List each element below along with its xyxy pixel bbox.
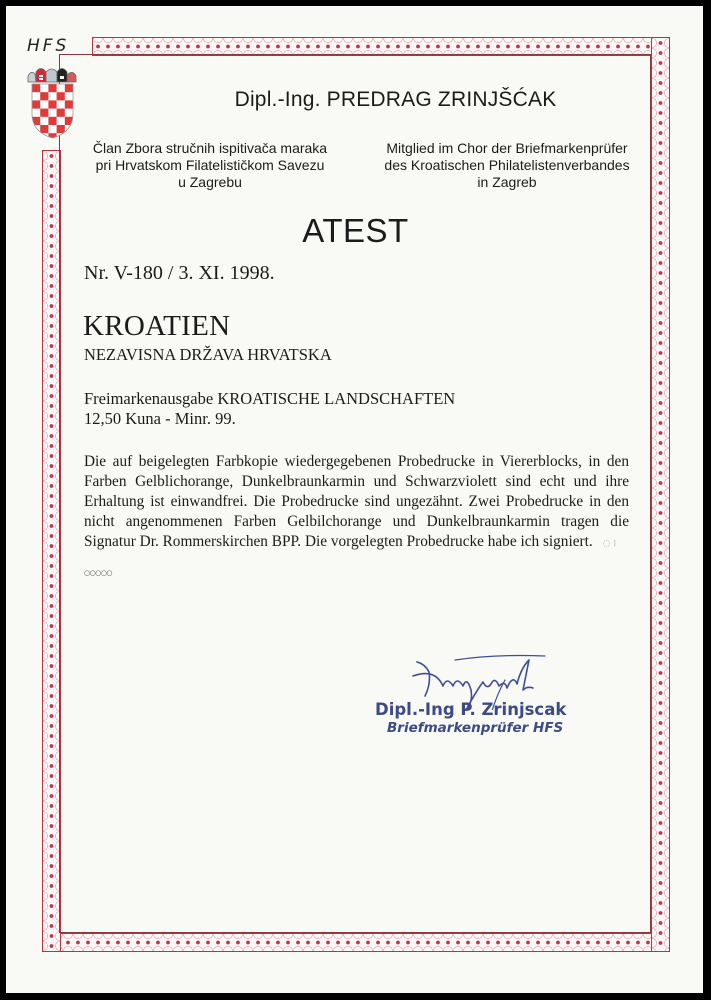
german-affiliation (362, 140, 652, 191)
german-affiliation-line: Mitglied im Chor der Briefmarkenprüfer (386, 140, 628, 156)
german-affiliation-line: in Zagreb (477, 174, 537, 190)
stamp-name: Dipl.-Ing P. Zrinjscak (375, 700, 567, 719)
certificate-body (84, 452, 629, 554)
frame-top (92, 37, 670, 56)
country-heading: KROATIEN (83, 310, 231, 342)
frame-bottom (42, 933, 670, 952)
seal-mark-icon: ◌ ⁞ (602, 539, 617, 549)
certificate-number: Nr. V-180 / 3. XI. 1998. (84, 262, 275, 284)
country-subheading: NEZAVISNA DRŽAVA HRVATSKA (84, 345, 332, 364)
examiner-stamp (372, 700, 612, 736)
issue-line: Freimarkenausgabe KROATISCHE LANDSCHAFTEN (84, 389, 456, 408)
issue-line: 12,50 Kuna - Minr. 99. (84, 409, 236, 428)
body-paragraph: Die auf beigelegten Farbkopie wiedergegebenen Probedrucke in Viererblocks, in den Farben Gelblichorange, Dunkelbraunkarmin und Schwarzviolett sind echt und ihre Erhaltung ist einwandfrei. Die Probedrucke sind ungezähnt. Zwei Probedrucke in den nicht angenommenen Farben Gelbilchorange und Dunkelbraunkarmin tragen die Signatur Dr. Rommerskirchen BPP. Die vorgelegten Probedrucke habe ich signiert. (84, 453, 629, 550)
examiner-name: Dipl.-Ing. PREDRAG ZRINJŠĆAK (234, 88, 557, 111)
stamp-title: Briefmarkenprüfer HFS (387, 720, 564, 736)
circle-marks: ○○○○○ (84, 569, 113, 577)
frame-left (42, 150, 61, 952)
hfs-logo-text: HFS (27, 36, 70, 56)
croatian-affiliation (60, 140, 360, 191)
croatian-affiliation-line: pri Hrvatskom Filatelističkom Savezu (95, 157, 325, 173)
croatian-affiliation-line: u Zagrebu (178, 174, 242, 190)
croatian-affiliation-line: Član Zbora stručnih ispitivača maraka (92, 140, 328, 156)
issue-description (84, 389, 455, 429)
frame-right (651, 37, 670, 952)
certificate-title: ATEST (302, 212, 409, 249)
german-affiliation-line: des Kroatischen Philatelistenverbandes (384, 157, 630, 173)
